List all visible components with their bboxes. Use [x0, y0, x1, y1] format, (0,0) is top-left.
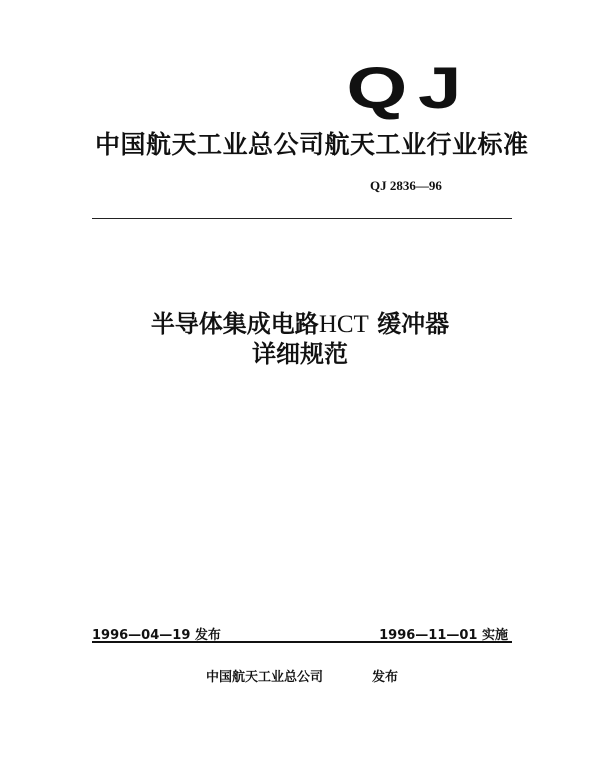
published-label: 发布 [372, 670, 399, 685]
document-title-suffix: 缓冲器 [368, 310, 450, 338]
organization-standard-title: 中国航天工业总公司航天工业行业标准 [95, 130, 529, 159]
effective-date: 1996—11—01 实施 [379, 628, 508, 643]
header-divider [92, 218, 512, 219]
footer-divider [92, 641, 512, 643]
qj-logo: QJ [345, 56, 472, 121]
document-title-latin: HCT [318, 311, 369, 338]
issue-date: 1996—04—19 发布 [92, 628, 221, 643]
publisher-name: 中国航天工业总公司 [206, 670, 324, 685]
document-title-line-2: 详细规范 [252, 340, 348, 368]
document-title-line-1 [0, 310, 600, 340]
standard-code: QJ 2836—96 [370, 178, 442, 193]
document-title-prefix: 半导体集成电路 [150, 310, 319, 338]
